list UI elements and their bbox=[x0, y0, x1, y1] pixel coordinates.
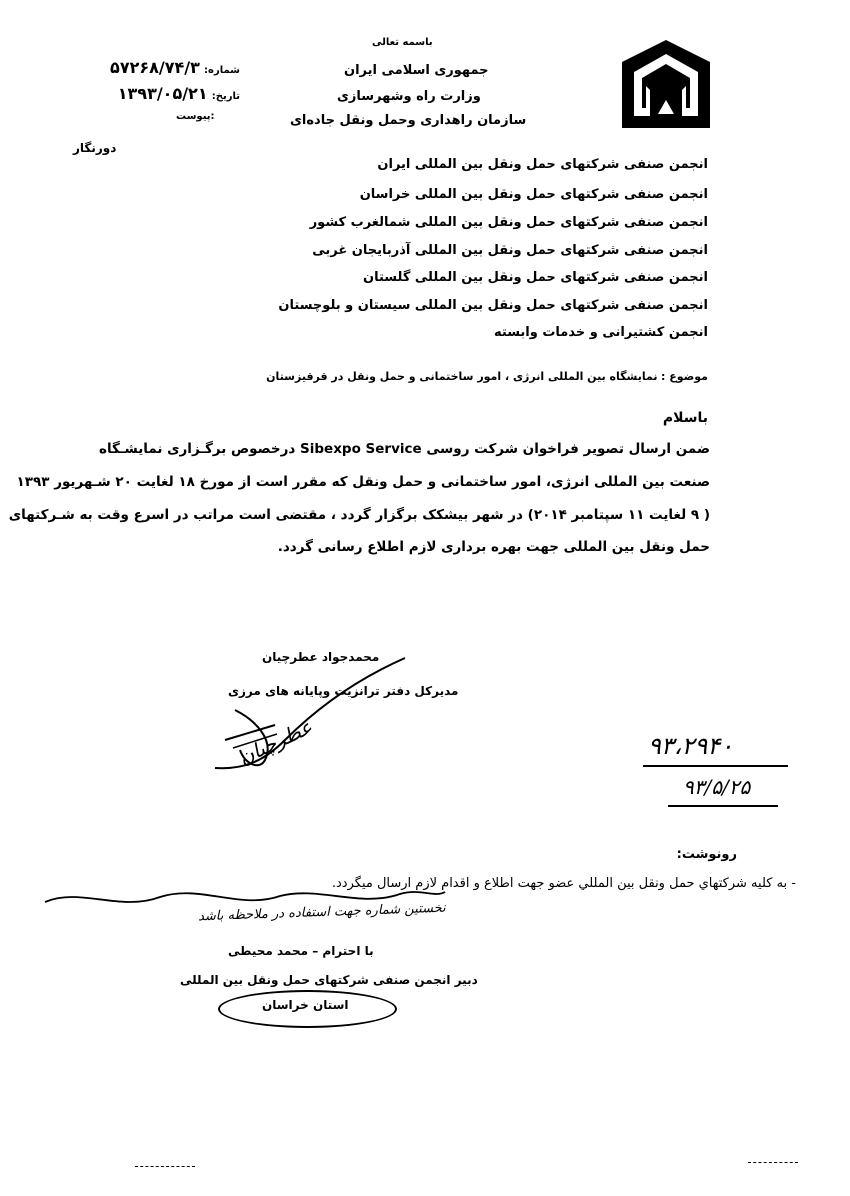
recipient-line: انجمن کشتیرانی و خدمات وابسته bbox=[494, 325, 708, 340]
body-line: ( ۹ لغایت ۱۱ سپتامبر ۲۰۱۴) در شهر بیشکک برگزار گردد ، مقتضی است مراتب در اسرع وقت به شـرکتهای bbox=[8, 507, 710, 523]
cc-handwritten-note-visual bbox=[40, 882, 450, 922]
header-republic: جمهوری اسلامی ایران bbox=[344, 63, 489, 78]
recipient-line: انجمن صنفی شرکتهای حمل ونقل بین المللی شمالغرب کشور bbox=[309, 215, 708, 230]
letter-attachment-label: پیوست: bbox=[176, 111, 215, 122]
greeting: باسلام bbox=[662, 410, 708, 426]
letter-date-value: ۱۳۹۳/۰۵/۲۱ bbox=[117, 84, 208, 103]
letter-date bbox=[80, 84, 240, 103]
fax-label: دورنگار bbox=[73, 141, 117, 155]
handwritten-ref-date: ۹۳/۵/۲۵ bbox=[683, 775, 751, 799]
letter-number bbox=[80, 58, 240, 77]
handwritten-ref-number: ۹۳،۲۹۴۰ bbox=[648, 732, 734, 760]
signature-handwriting: عطرچیان bbox=[234, 714, 316, 770]
letter-date-label: تاریخ: bbox=[211, 91, 240, 102]
letter-number-label: شماره: bbox=[204, 65, 240, 76]
recipient-line: انجمن صنفی شرکتهای حمل ونقل بین المللی گلستان bbox=[363, 270, 708, 285]
closing-secretary: دبیر انجمن صنفی شرکتهای حمل ونقل بین المللی bbox=[180, 973, 478, 987]
recipient-line: انجمن صنفی شرکتهای حمل ونقل بین المللی آذربایجان غربی bbox=[312, 243, 708, 258]
association-stamp-text: استان خراسان bbox=[262, 998, 349, 1012]
handwritten-ref-underline bbox=[643, 765, 788, 767]
recipient-line: انجمن صنفی شرکتهای حمل ونقل بین المللی خراسان bbox=[359, 187, 708, 202]
footer-mark bbox=[748, 1162, 798, 1163]
header-ministry: وزارت راه وشهرسازی bbox=[337, 89, 481, 104]
handwritten-ref-underline bbox=[668, 805, 778, 807]
body-line: حمل ونقل بین المللی جهت بهره برداری لازم اطلاع رسانی گردد. bbox=[277, 539, 710, 555]
recipient-line: انجمن صنفی شرکتهای حمل ونقل بین المللی سیستان و بلوچستان bbox=[278, 298, 708, 313]
subject-text: نمایشگاه بین المللی انرژی ، امور ساختمانی و حمل ونقل در قرقیزستان bbox=[266, 370, 658, 383]
footer-mark bbox=[135, 1166, 195, 1167]
subject-line bbox=[266, 370, 708, 383]
letter-number-value: ۵۷۲۶۸/۷۴/۳ bbox=[110, 58, 200, 77]
organization-logo bbox=[620, 38, 712, 130]
signature-scribble bbox=[205, 650, 415, 780]
signer-title: مدیرکل دفتر ترانزیت وپایانه های مرزی bbox=[228, 684, 459, 698]
closing-regards: با احترام – محمد محیطی bbox=[228, 944, 374, 958]
signer-name: محمدجواد عطرچیان bbox=[262, 650, 380, 664]
header-organization: سازمان راهداری وحمل ونقل جاده‌ای bbox=[290, 113, 527, 128]
cc-handwritten-note: نخستین شماره جهت استفاده در ملاحظه باشد bbox=[198, 900, 447, 925]
cc-line: - به کلیه شرکتهاي حمل ونقل بين المللي عضو جهت اطلاع و اقدام لازم ارسال میگردد. bbox=[331, 876, 796, 891]
header-in-the-name: باسمه تعالی bbox=[372, 37, 433, 48]
cc-label: رونوشت: bbox=[676, 847, 737, 862]
body-line: ضمن ارسال تصویر فراخوان شرکت روسی Sibexpo Service درخصوص برگـزاری نمایشـگاه bbox=[98, 441, 710, 457]
subject-label: موضوع : bbox=[661, 370, 708, 383]
recipient-line: انجمن صنفی شرکتهای حمل ونقل بین المللی ایران bbox=[377, 157, 708, 172]
body-line: صنعت بین المللی انرژی، امور ساختمانی و حمل ونقل که مقرر است از مورخ ۱۸ لغایت ۲۰ شـهریور ۱۳۹۳ bbox=[16, 474, 710, 490]
